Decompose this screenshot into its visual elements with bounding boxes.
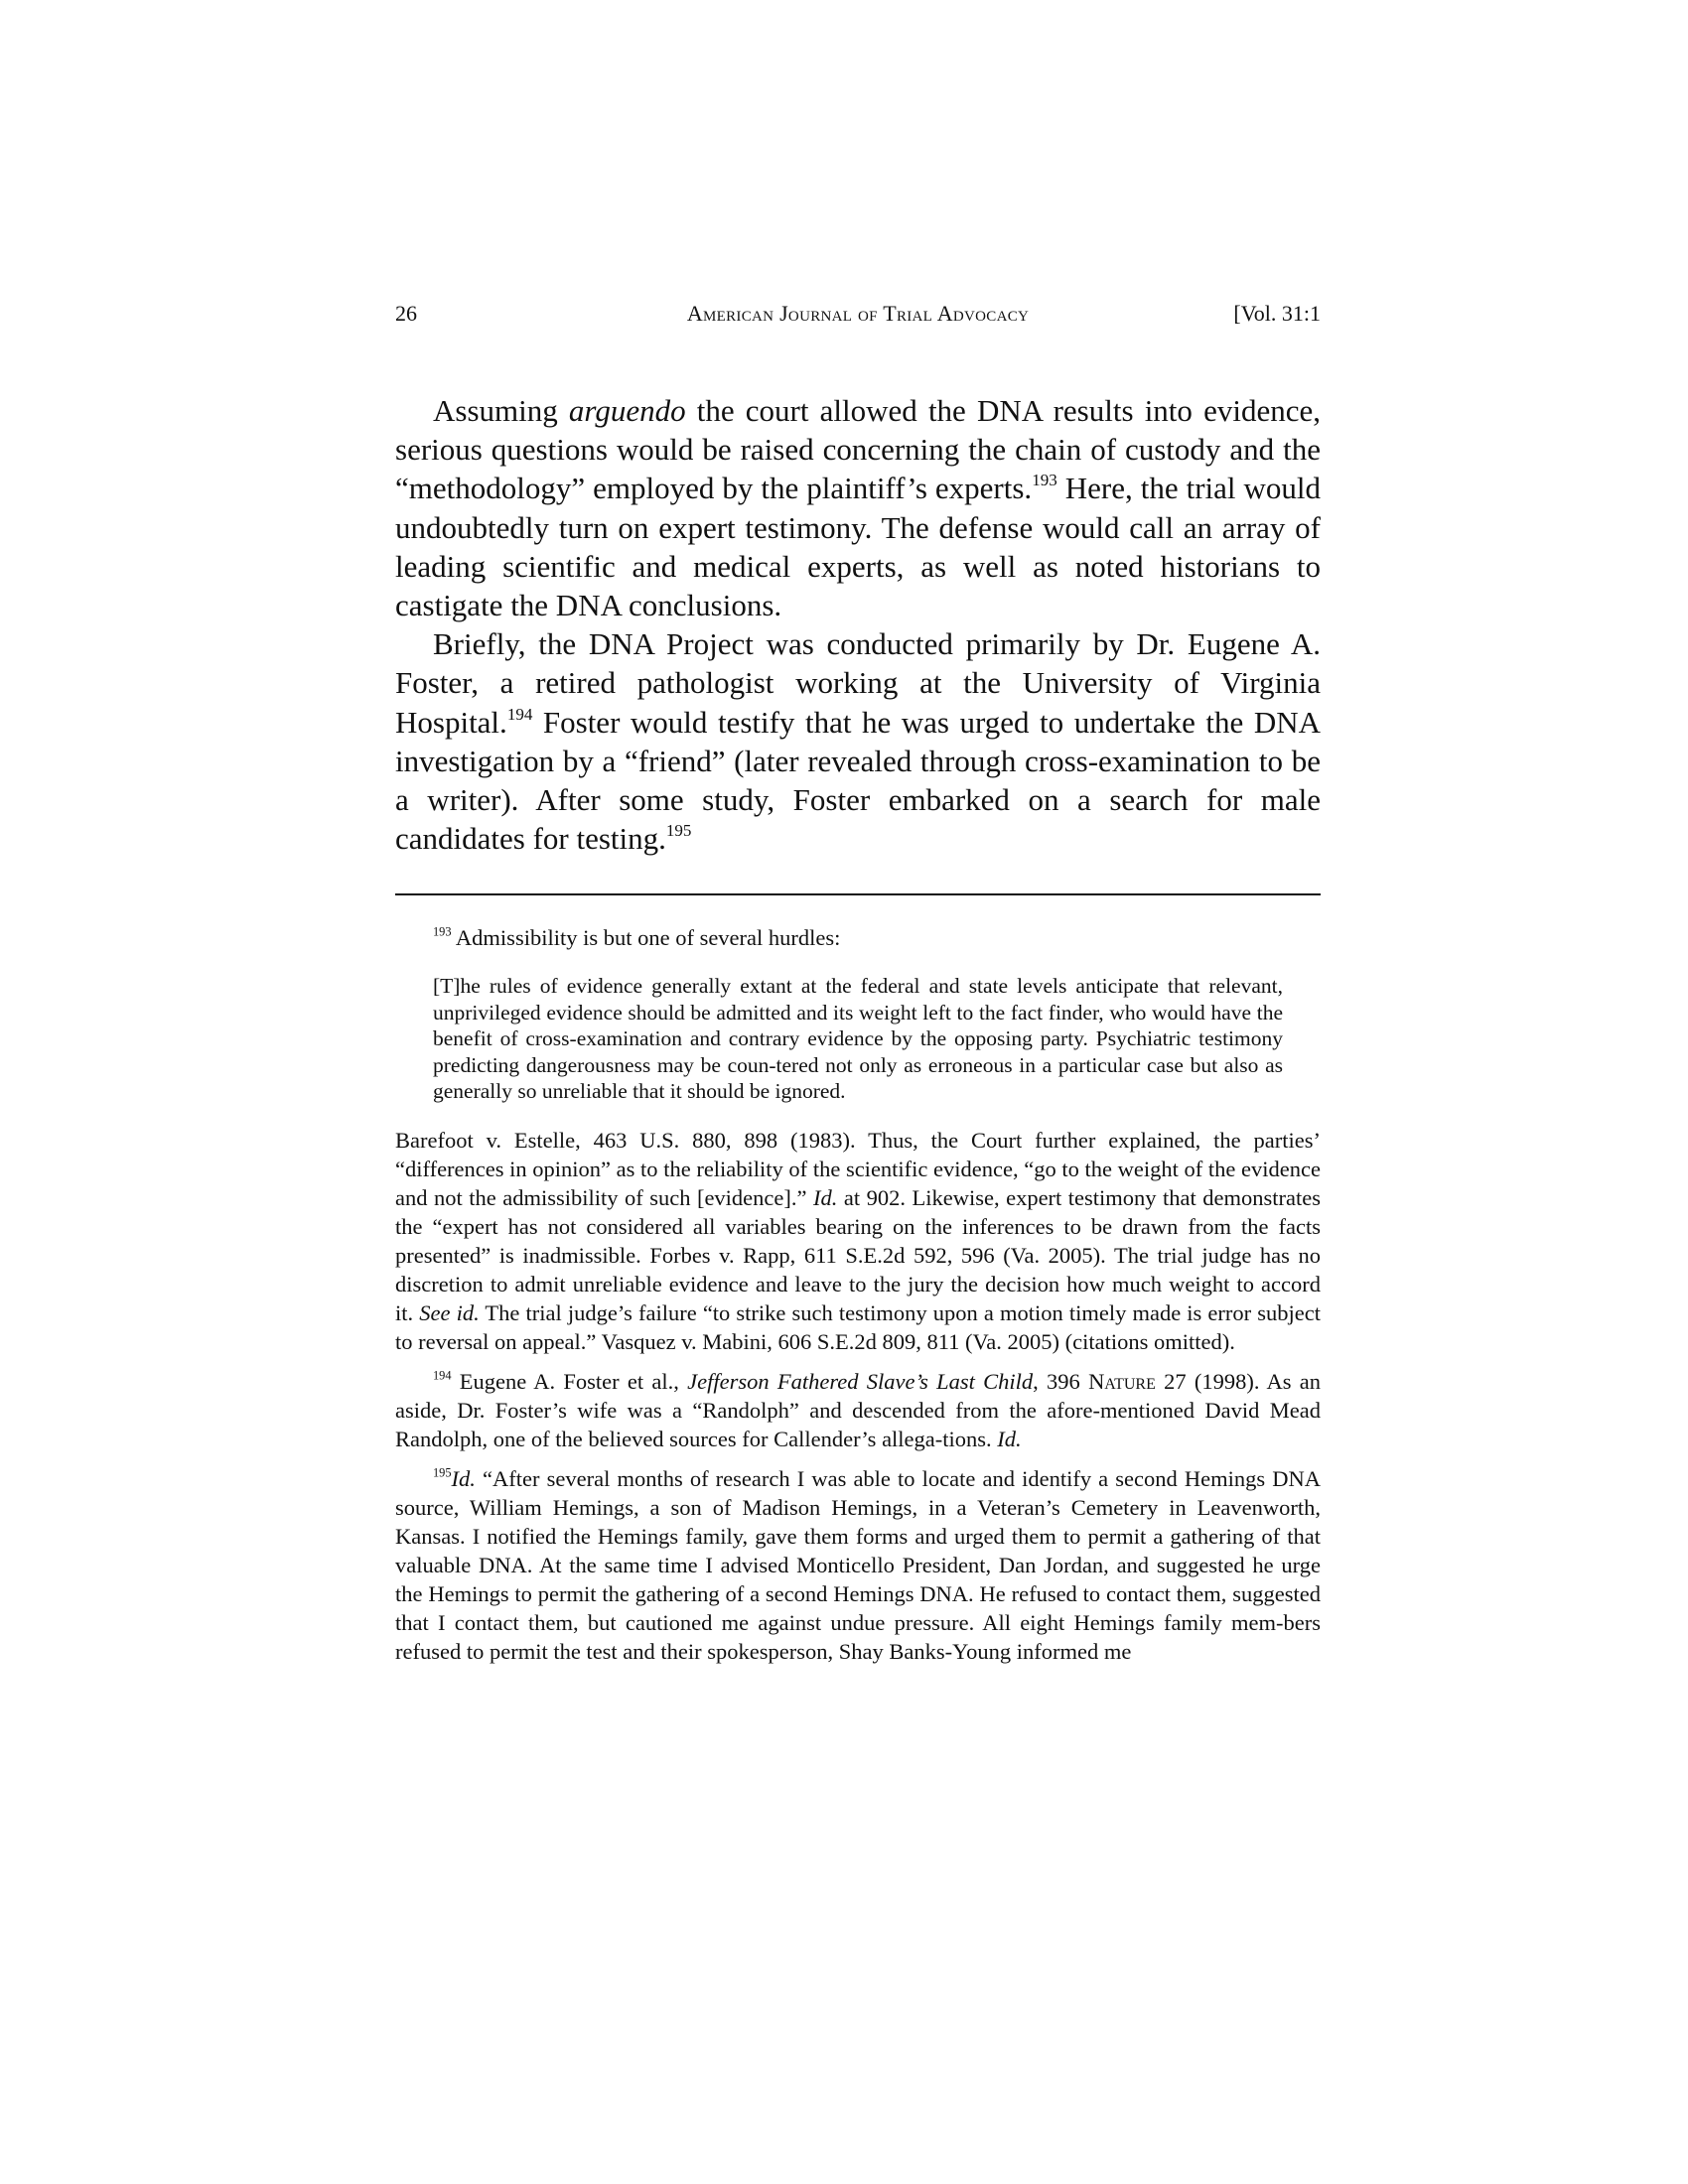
- footnote-195: [395, 1464, 1321, 1666]
- footnote-number-194: 194: [433, 1368, 452, 1383]
- page: [395, 294, 1321, 1666]
- fn194-article-title: Jefferson Fathered Slave’s Last Child: [687, 1368, 1034, 1394]
- footnote-193-block-quote: [T]he rules of evidence generally extant at the federal and state levels anticipate that relevant, unprivileged evidence should be admitted and its weight left to the fact finder, who would have the benefit of cross-examination and contrary evidence by the opposing party. Psychiatric testimony predicting dangerousness may be coun-tered not only as erroneous in a particular case but also as generally so unreliable that it should be ignored.: [433, 974, 1283, 1104]
- main-text: [395, 391, 1321, 858]
- footnote-number-193: 193: [433, 925, 452, 940]
- footnote-194: [395, 1367, 1321, 1453]
- p1-italic-arguendo: arguendo: [568, 393, 686, 428]
- fn193-text-2: at 902. Likewise, expert testimony that demonstrates the “expert has not considered all variables bearing on the inferences to be drawn from the facts presented” is inadmissible. Forbes v. Rapp, 611 S.E.2d 592, 596 (Va. 2005). The trial judge has no discretion to admit unreliable evidence and leave to the jury the decision how much weight to accord it.: [395, 1184, 1321, 1325]
- paragraph-1: [395, 391, 1321, 624]
- p2-text-a: Briefly, the DNA Project was conducted primarily by Dr. Eugene A. Foster, a retired pathologist working at the University of Virginia Hospital.: [395, 626, 1321, 740]
- fn194-text-c: 27 (1998). As an aside, Dr. Foster’s wife was a “Randolph” and descended from the afore-mentioned David Mead Randolph, one of the believed sources for Callender’s allega-tions.: [395, 1368, 1322, 1451]
- fn193-text-3: The trial judge’s failure “to strike such testimony upon a motion timely made is error subject to reversal on appeal.” Vasquez v. Mabini, 606 S.E.2d 809, 811 (Va. 2005) (citations omitted).: [395, 1299, 1321, 1354]
- fn194-text-a: Eugene A. Foster et al.,: [451, 1368, 688, 1394]
- footnote-divider: [395, 893, 1321, 895]
- footnote-193: [395, 923, 1321, 952]
- fn194-text-b: , 396: [1033, 1368, 1089, 1394]
- page-number: 26: [395, 301, 417, 326]
- fn194-journal-name: Nature: [1088, 1368, 1156, 1394]
- fn195-id: Id.: [451, 1465, 476, 1491]
- footnote-193-continuation: [395, 1126, 1321, 1356]
- fn195-text: “After several months of research I was able to locate and identify a second Hemings DNA source, William Hemings, a son of Madison Hemings, in a Veteran’s Cemetery in Leavenworth, Kansas. I notified the Hemings family, gave them forms and urged them to permit a gathering of that valuable DNA. At the same time I advised Monticello President, Dan Jordan, and suggested he urge the Hemings to permit the gathering of a second Hemings DNA. He refused to contact them, suggested that I contact them, but cautioned me against undue pressure. All eight Hemings family mem-bers refused to permit the test and their spokesperson, Shay Banks-Young informed me: [395, 1465, 1321, 1664]
- p1-text-c: the court allowed the DNA results into evidence, serious questions would be raised concerning the chain of custody and the “methodology” employed by the plaintiff’s experts.: [395, 393, 1321, 506]
- running-head: [395, 294, 1321, 334]
- fn193-id: Id.: [813, 1184, 838, 1210]
- footnote-ref-195: 195: [665, 821, 692, 841]
- footnotes: [395, 923, 1321, 1666]
- footnote-number-195: 195: [433, 1465, 452, 1480]
- fn193-see-id: See id.: [419, 1299, 480, 1325]
- footnote-ref-193: 193: [1032, 471, 1057, 490]
- journal-title: American Journal of Trial Advocacy: [686, 301, 1030, 326]
- paragraph-2: [395, 624, 1321, 858]
- fn193-text-1: Barefoot v. Estelle, 463 U.S. 880, 898 (1983). Thus, the Court further explained, the parties’ “differences in opinion” as to the reliability of the scientific evidence, “go to the weight of the evidence and not the admissibility of such [evidence].”: [395, 1127, 1321, 1210]
- footnote-ref-194: 194: [506, 704, 533, 724]
- p2-text-b: Foster would testify that he was urged to undertake the DNA investigation by a “friend” (later revealed through cross-examination to be a writer). After some study, Foster embarked on a search for male candidates for testing.: [395, 704, 1321, 857]
- footnote-193-intro: Admissibility is but one of several hurdles:: [451, 925, 841, 951]
- fn194-id: Id.: [997, 1426, 1022, 1451]
- p1-text-a: Assuming: [433, 393, 569, 428]
- volume-label: [Vol. 31:1: [1233, 301, 1321, 326]
- p1-text-d: Here, the trial would undoubtedly turn on expert testimony. The defense would call an array of leading scientific and medical experts, as well as noted historians to castigate the DNA conclusions.: [395, 471, 1321, 623]
